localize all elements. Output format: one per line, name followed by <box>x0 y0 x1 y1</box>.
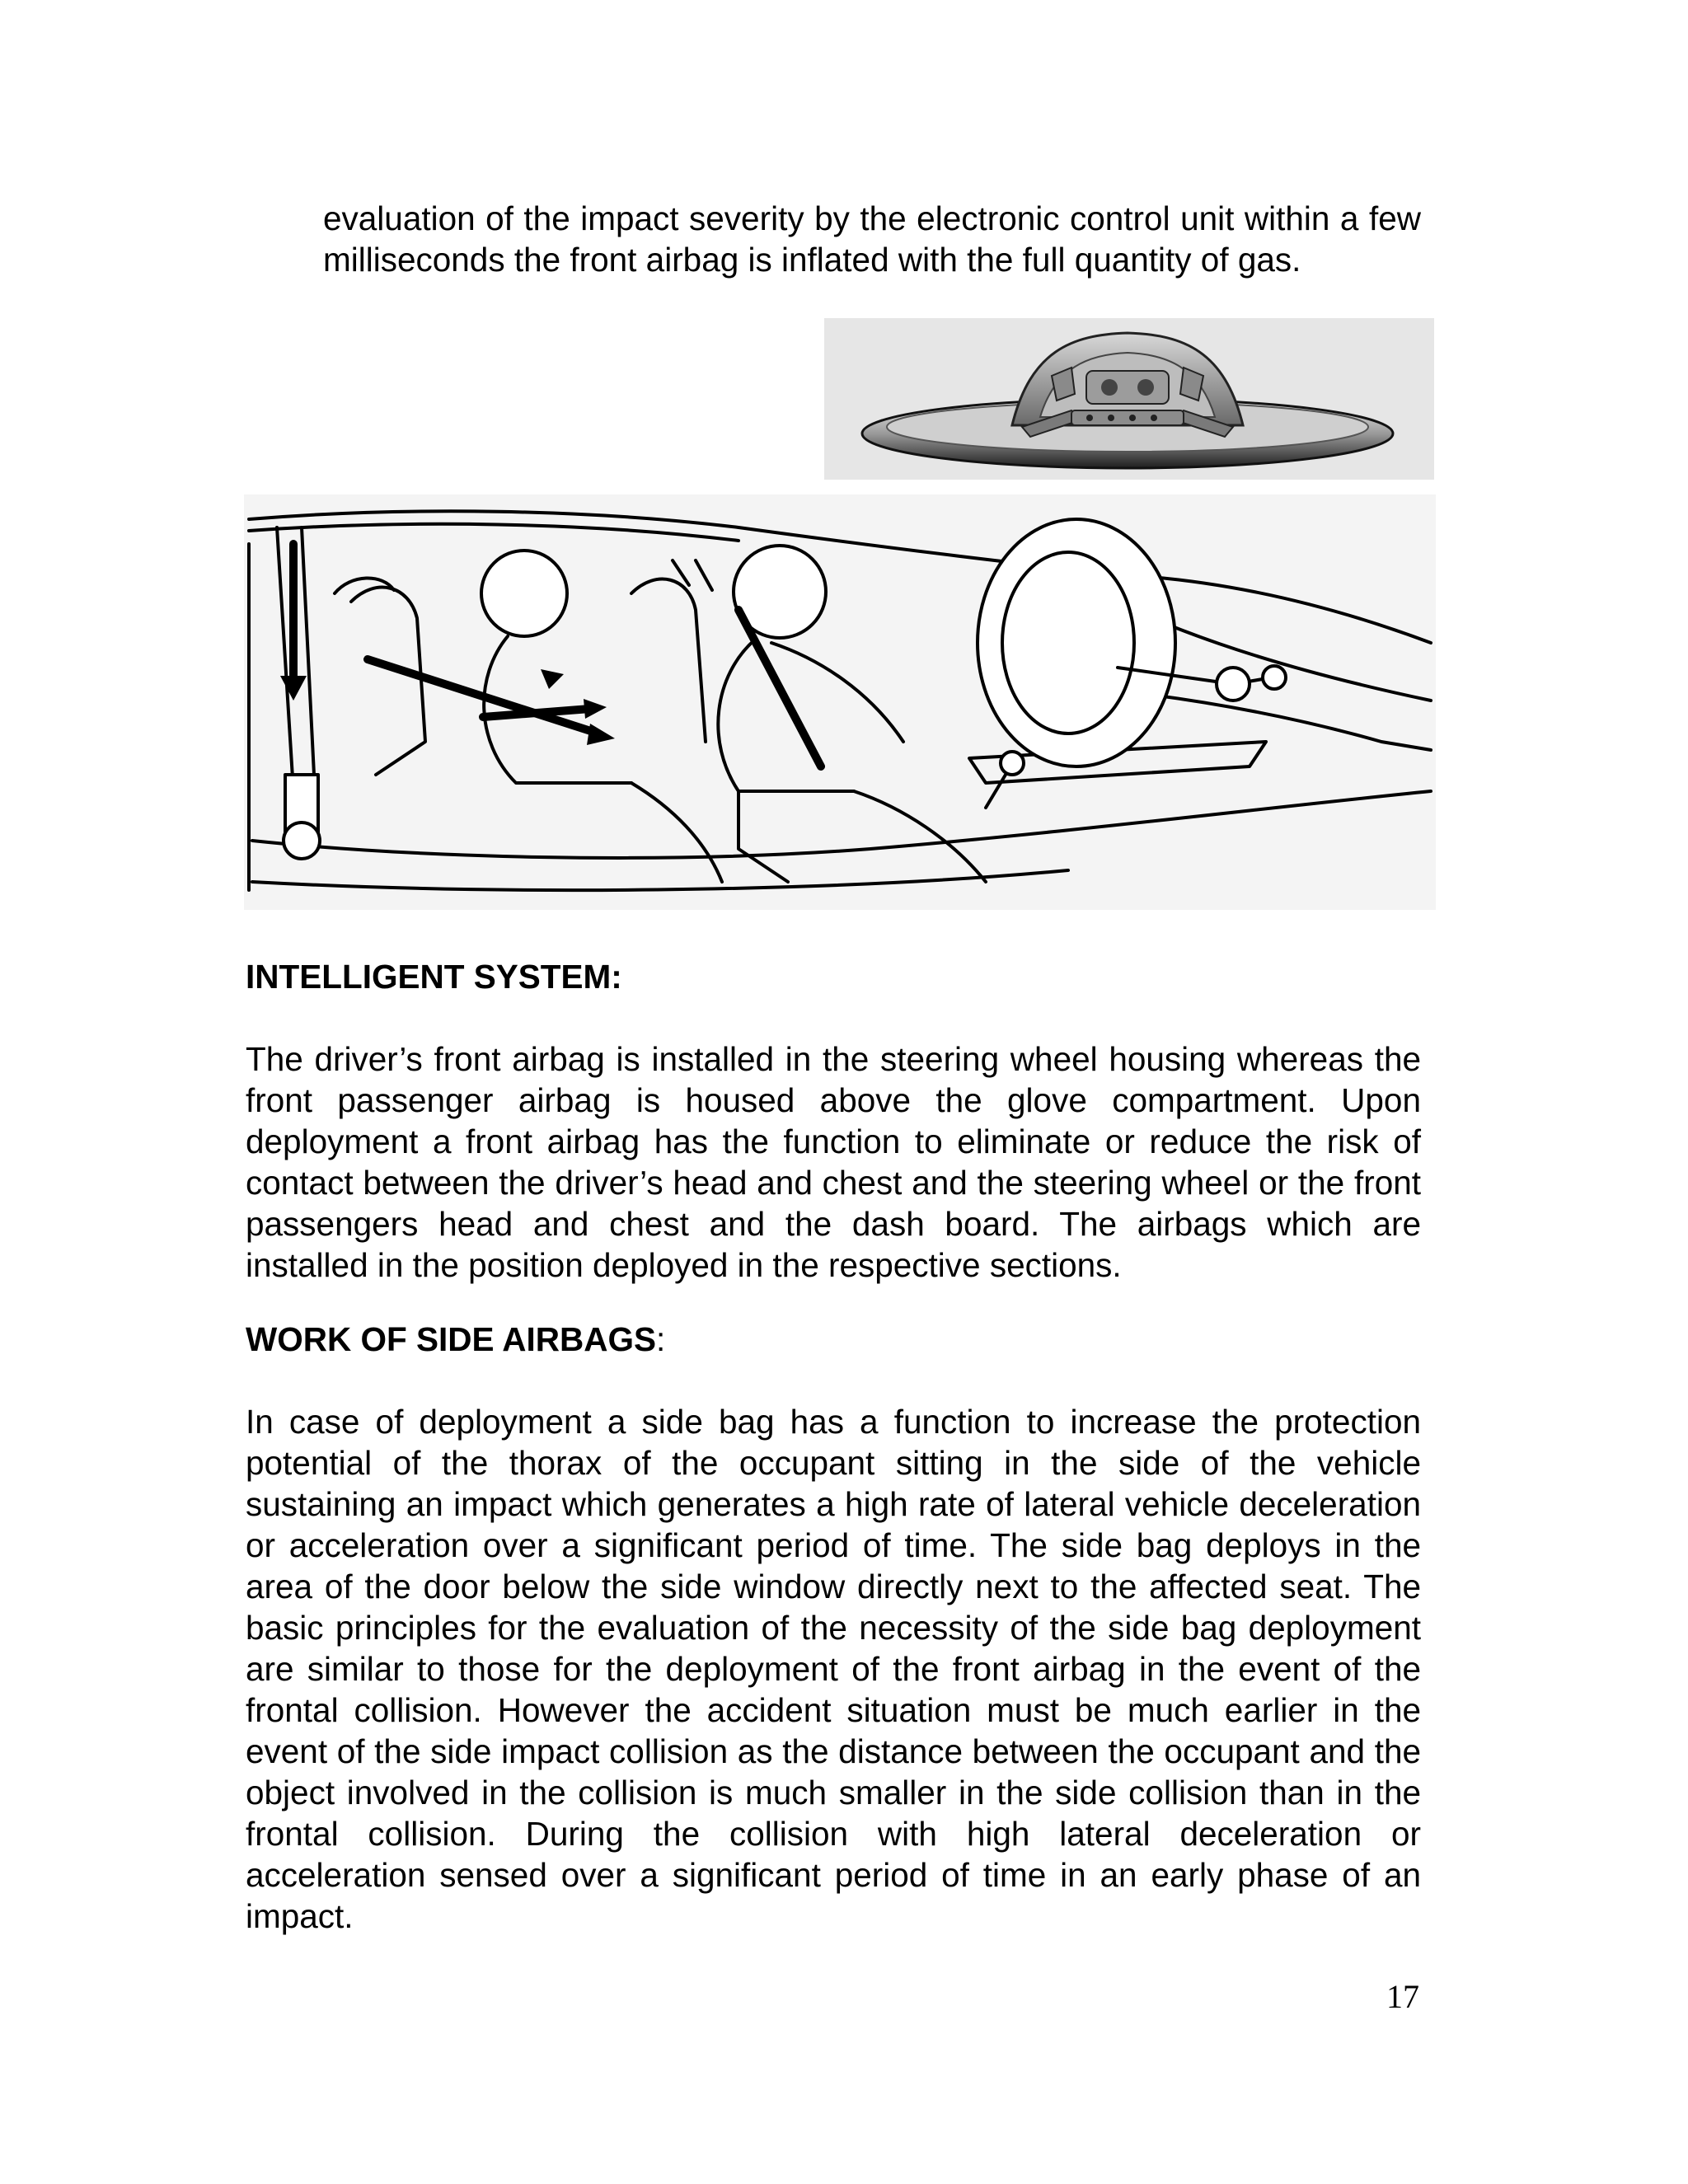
section-body-side-airbags: In case of deployment a side bag has a function to increase the protection potential of the thorax of the occupant sitting in the side of the vehicle sustaining an impact which generates a high rate of lateral vehicle deceleration or acceleration over a significant period of time. The side bag deploys in the area of the door below the side window directly next to the affected seat. The basic principles for the evaluation of the necessity of the side bag deployment are similar to those for the deployment of the front airbag in the event of the frontal collision. However the accident situation must be much earlier in the event of the side impact collision as the distance between the occupant and the object involved in the collision is much smaller in the side collision than in the frontal collision. During the collision with high lateral deceleration or acceleration sensed over a significant period of time in an early phase of an impact. <box>246 1403 1421 1935</box>
section-heading-intelligent-system <box>246 956 622 997</box>
page-number: 17 <box>1386 1978 1419 2015</box>
steering-wheel-airbag-image <box>824 318 1434 480</box>
section-heading-text: INTELLIGENT SYSTEM: <box>246 958 622 996</box>
section-heading-text: WORK OF SIDE AIRBAGS <box>246 1320 657 1358</box>
car-interior-icon <box>244 494 1436 910</box>
section-heading-colon: : <box>656 1320 666 1358</box>
intro-paragraph: evaluation of the impact severity by the electronic control unit within a few milliseconds the front airbag is inflated with the full quantity of gas. <box>323 199 1421 279</box>
steering-wheel-icon <box>824 318 1434 480</box>
section-body-intelligent-system: The driver’s front airbag is installed in the steering wheel housing whereas the front passenger airbag is housed above the glove compartment. Upon deployment a front airbag has the function to eliminate or reduce the risk of contact between the driver’s head and chest and the steering wheel or the front passengers head and chest and the dash board. The airbags which are installed in the position deployed in the respective sections. <box>246 1040 1421 1284</box>
section-heading-side-airbags <box>246 1319 665 1360</box>
car-airbag-cutaway-image <box>244 494 1436 910</box>
